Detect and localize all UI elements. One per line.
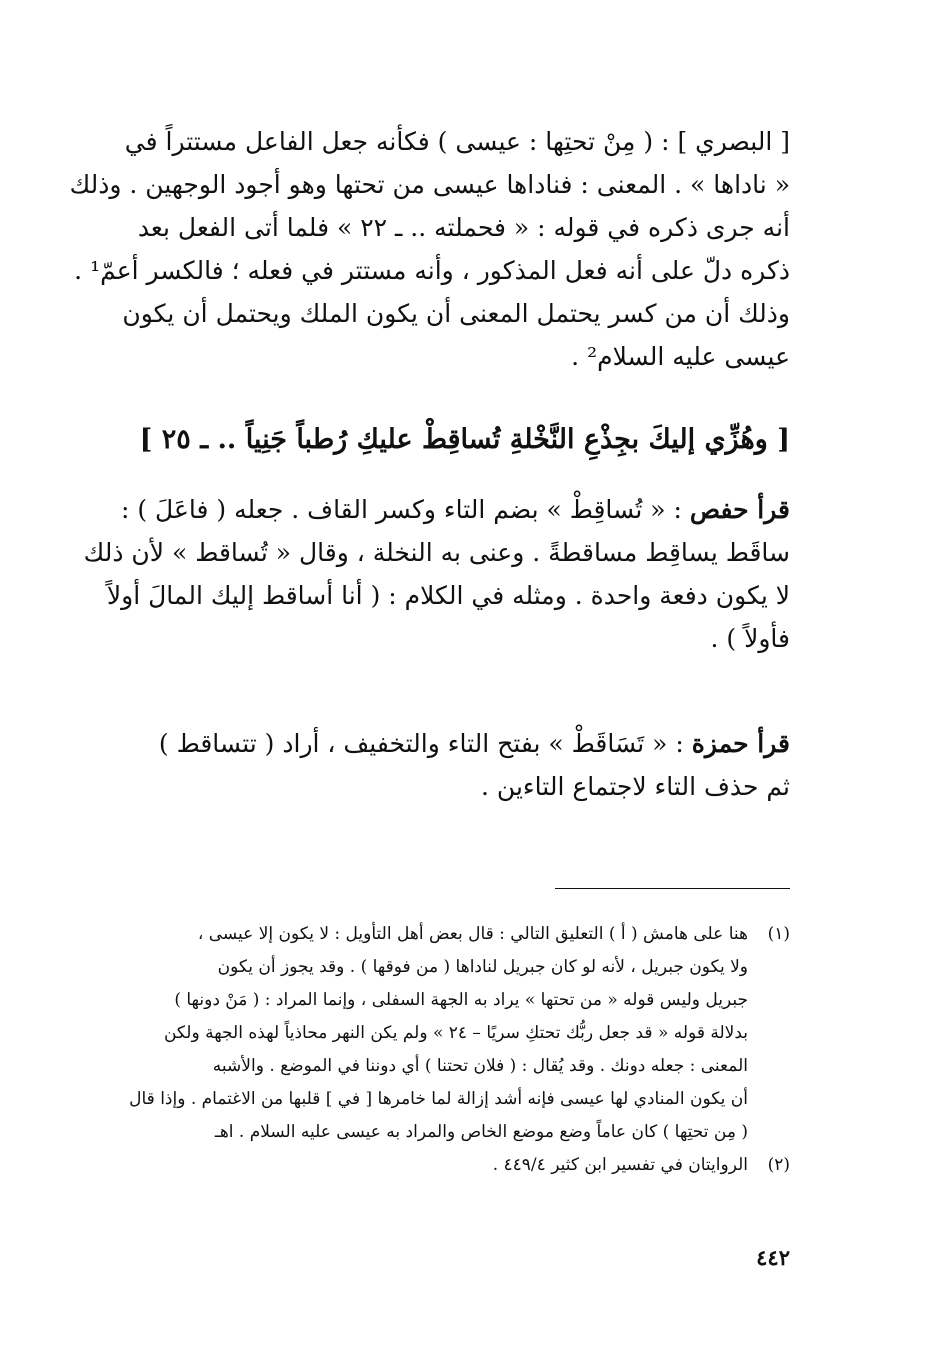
footnote-line: (٢)الروايتان في تفسير ابن كثير ٤٤٩/٤ .: [150, 1149, 790, 1182]
footnote-divider: [555, 888, 790, 889]
page-number: ٤٤٢: [756, 1245, 790, 1270]
footnote-line: بدلالة قوله « قد جعل ربُّك تحتكِ سريًا – ٢٤ » ولم يكن النهر محاذياً لهذه الجهة ولكن: [163, 1023, 748, 1043]
text-line: وذلك أن من كسر يحتمل المعنى أن يكون الملك ويحتمل أن يكون: [122, 299, 790, 328]
text-line: أنه جرى ذكره في قوله : « فحملته .. ـ ٢٢ » فلما أتى الفعل بعد: [137, 213, 790, 242]
quran-verse-heading: [ وهُزِّي إليكَ بجِذْعِ النَّخْلةِ تُساقِطْ عليكِ رُطباً جَنِياً .. ـ ٢٥ ]: [139, 424, 790, 455]
footnote-number: (١): [767, 924, 790, 944]
reading-hafs-paragraph: [83, 488, 790, 660]
footnote-line: ( مِن تحتِها ) كان عاماً وضع موضع الخاص والمراد به عيسى عليه السلام . اهـ: [214, 1122, 748, 1142]
text-line: قرأ حفص : « تُساقِطْ » بضم التاء وكسر القاف . جعله ( فاعَلَ ) :: [120, 495, 790, 524]
text-line: عيسى عليه السلام² .: [571, 342, 790, 371]
reader-name: قرأ حفص: [689, 495, 790, 524]
footnote-line: المعنى : جعله دونك . وقد يُقال : ( فلان تحتنا ) أي دوننا في الموضع . والأشبه: [212, 1056, 748, 1076]
text-line: [ البصري ] : ( مِنْ تحتِها : عيسى ) فكأنه جعل الفاعل مستتراً في: [124, 127, 790, 156]
commentary-paragraph-1: [69, 120, 790, 378]
text-line: قرأ حمزة : « تَسَاقَطْ » بفتح التاء والتخفيف ، أراد ( تتساقط ): [158, 729, 790, 758]
reader-name: قرأ حمزة: [691, 729, 790, 758]
footnotes: [129, 918, 790, 1182]
footnote-line: جبريل وليس قوله « من تحتها » يراد به الجهة السفلى ، وإنما المراد : ( مَنْ دونها ): [174, 990, 748, 1010]
footnote-line: (١)هنا على هامش ( أ ) التعليق التالي : قال بعض أهل التأويل : لا يكون إلا عيسى ،: [150, 918, 790, 951]
reading-hamza-paragraph: [150, 722, 790, 808]
text-line: ثم حذف التاء لاجتماع التاءين .: [481, 772, 790, 801]
footnote-line: أن يكون المنادي لها عيسى فإنه أشد إزالة لما خامرها [ في ] قلبها من الاغتمام . وإذا قال: [129, 1089, 748, 1109]
footnote-number: (٢): [767, 1155, 790, 1175]
text-line: « ناداها » . المعنى : فناداها عيسى من تحتها وهو أجود الوجهين . وذلك: [69, 170, 790, 199]
text-line: فأولاً ) .: [710, 624, 790, 653]
text-line: ساقَط يساقِط مساقطةً . وعنى به النخلة ، وقال « تُساقط » لأن ذلك: [83, 538, 790, 567]
text-line: لا يكون دفعة واحدة . ومثله في الكلام : ( أنا أساقط إليك المالَ أولاً: [106, 581, 790, 610]
footnote-line: ولا يكون جبريل ، لأنه لو كان جبريل لناداها ( من فوقها ) . وقد يجوز أن يكون: [217, 957, 748, 977]
text-line: ذكره دلّ على أنه فعل المذكور ، وأنه مستتر في فعله ؛ فالكسر أعمّ¹ .: [74, 256, 790, 285]
